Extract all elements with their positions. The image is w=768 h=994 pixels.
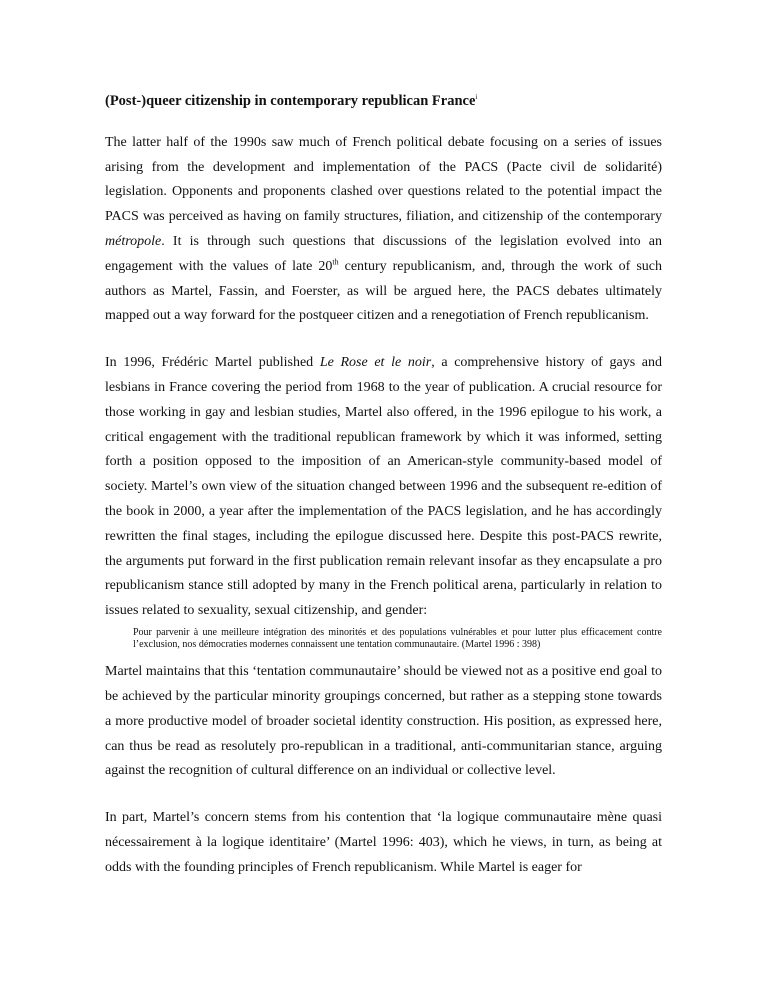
document-title <box>105 87 662 111</box>
endnote-marker[interactable]: i <box>475 93 478 101</box>
block-quote: Pour parvenir à une meilleure intégration des minorités et des populations vulnérables et pour lutter plus efficacement contre l’exclusion, nos démocraties modernes connaissent une tentation communautaire. (Martel 1996 : 398) <box>133 626 662 650</box>
paragraph-2: In 1996, Frédéric Martel published Le Rose et le noir, a comprehensive history of gays and lesbians in France covering the period from 1968 to the year of publication. A crucial resource for those working in gay and lesbian studies, Martel also offered, in the 1996 epilogue to his work, a critical engagement with the traditional republican framework by which it was informed, setting forth a position opposed to the imposition of an American-style community-based model of society. Martel’s own view of the situation changed between 1996 and the subsequent re-edition of the book in 2000, a year after the implementation of the PACS legislation, and he has accordingly rewritten the final stages, including the epilogue discussed here. Despite this post-PACS rewrite, the arguments put forward in the first publication remain relevant insofar as they encapsulate a pro republicanism stance still adopted by many in the French political arena, particularly in relation to issues related to sexuality, sexual citizenship, and gender: <box>105 355 663 619</box>
title-text: (Post-)queer citizenship in contemporary republican France <box>105 92 476 109</box>
paragraph-4: In part, Martel’s concern stems from his contention that ‘la logique communautaire mène quasi nécessairement à la logique identitaire’ (Martel 1996: 403), which he views, in turn, as being at odds with the founding principles of French republicanism. While Martel is eager for <box>105 810 662 875</box>
paragraph-1: The latter half of the 1990s saw much of French political debate focusing on a series of issues arising from the development and implementation of the PACS (Pacte civil de solidarité) legislation. Opponents and proponents clashed over questions related to the potential impact the PACS was perceived as having on family structures, filiation, and citizenship of the contemporary métropole. It is through such questions that discussions of the legislation evolved into an engagement with the values of late 20th century republicanism, and, through the work of such authors as Martel, Fassin, and Foerster, as will be argued here, the PACS debates ultimately mapped out a way forward for the postqueer citizen and a renegotiation of French republicanism. <box>105 134 662 324</box>
document-page <box>105 87 662 903</box>
paragraph-3: Martel maintains that this ‘tentation communautaire’ should be viewed not as a positive end goal to be achieved by the particular minority groupings concerned, but rather as a stepping stone towards a more productive model of broader societal identity construction. His position, as expressed here, can thus be read as resolutely pro-republican in a traditional, anti-communitarian stance, arguing against the recognition of cultural difference on an individual or collective level. <box>105 664 662 779</box>
